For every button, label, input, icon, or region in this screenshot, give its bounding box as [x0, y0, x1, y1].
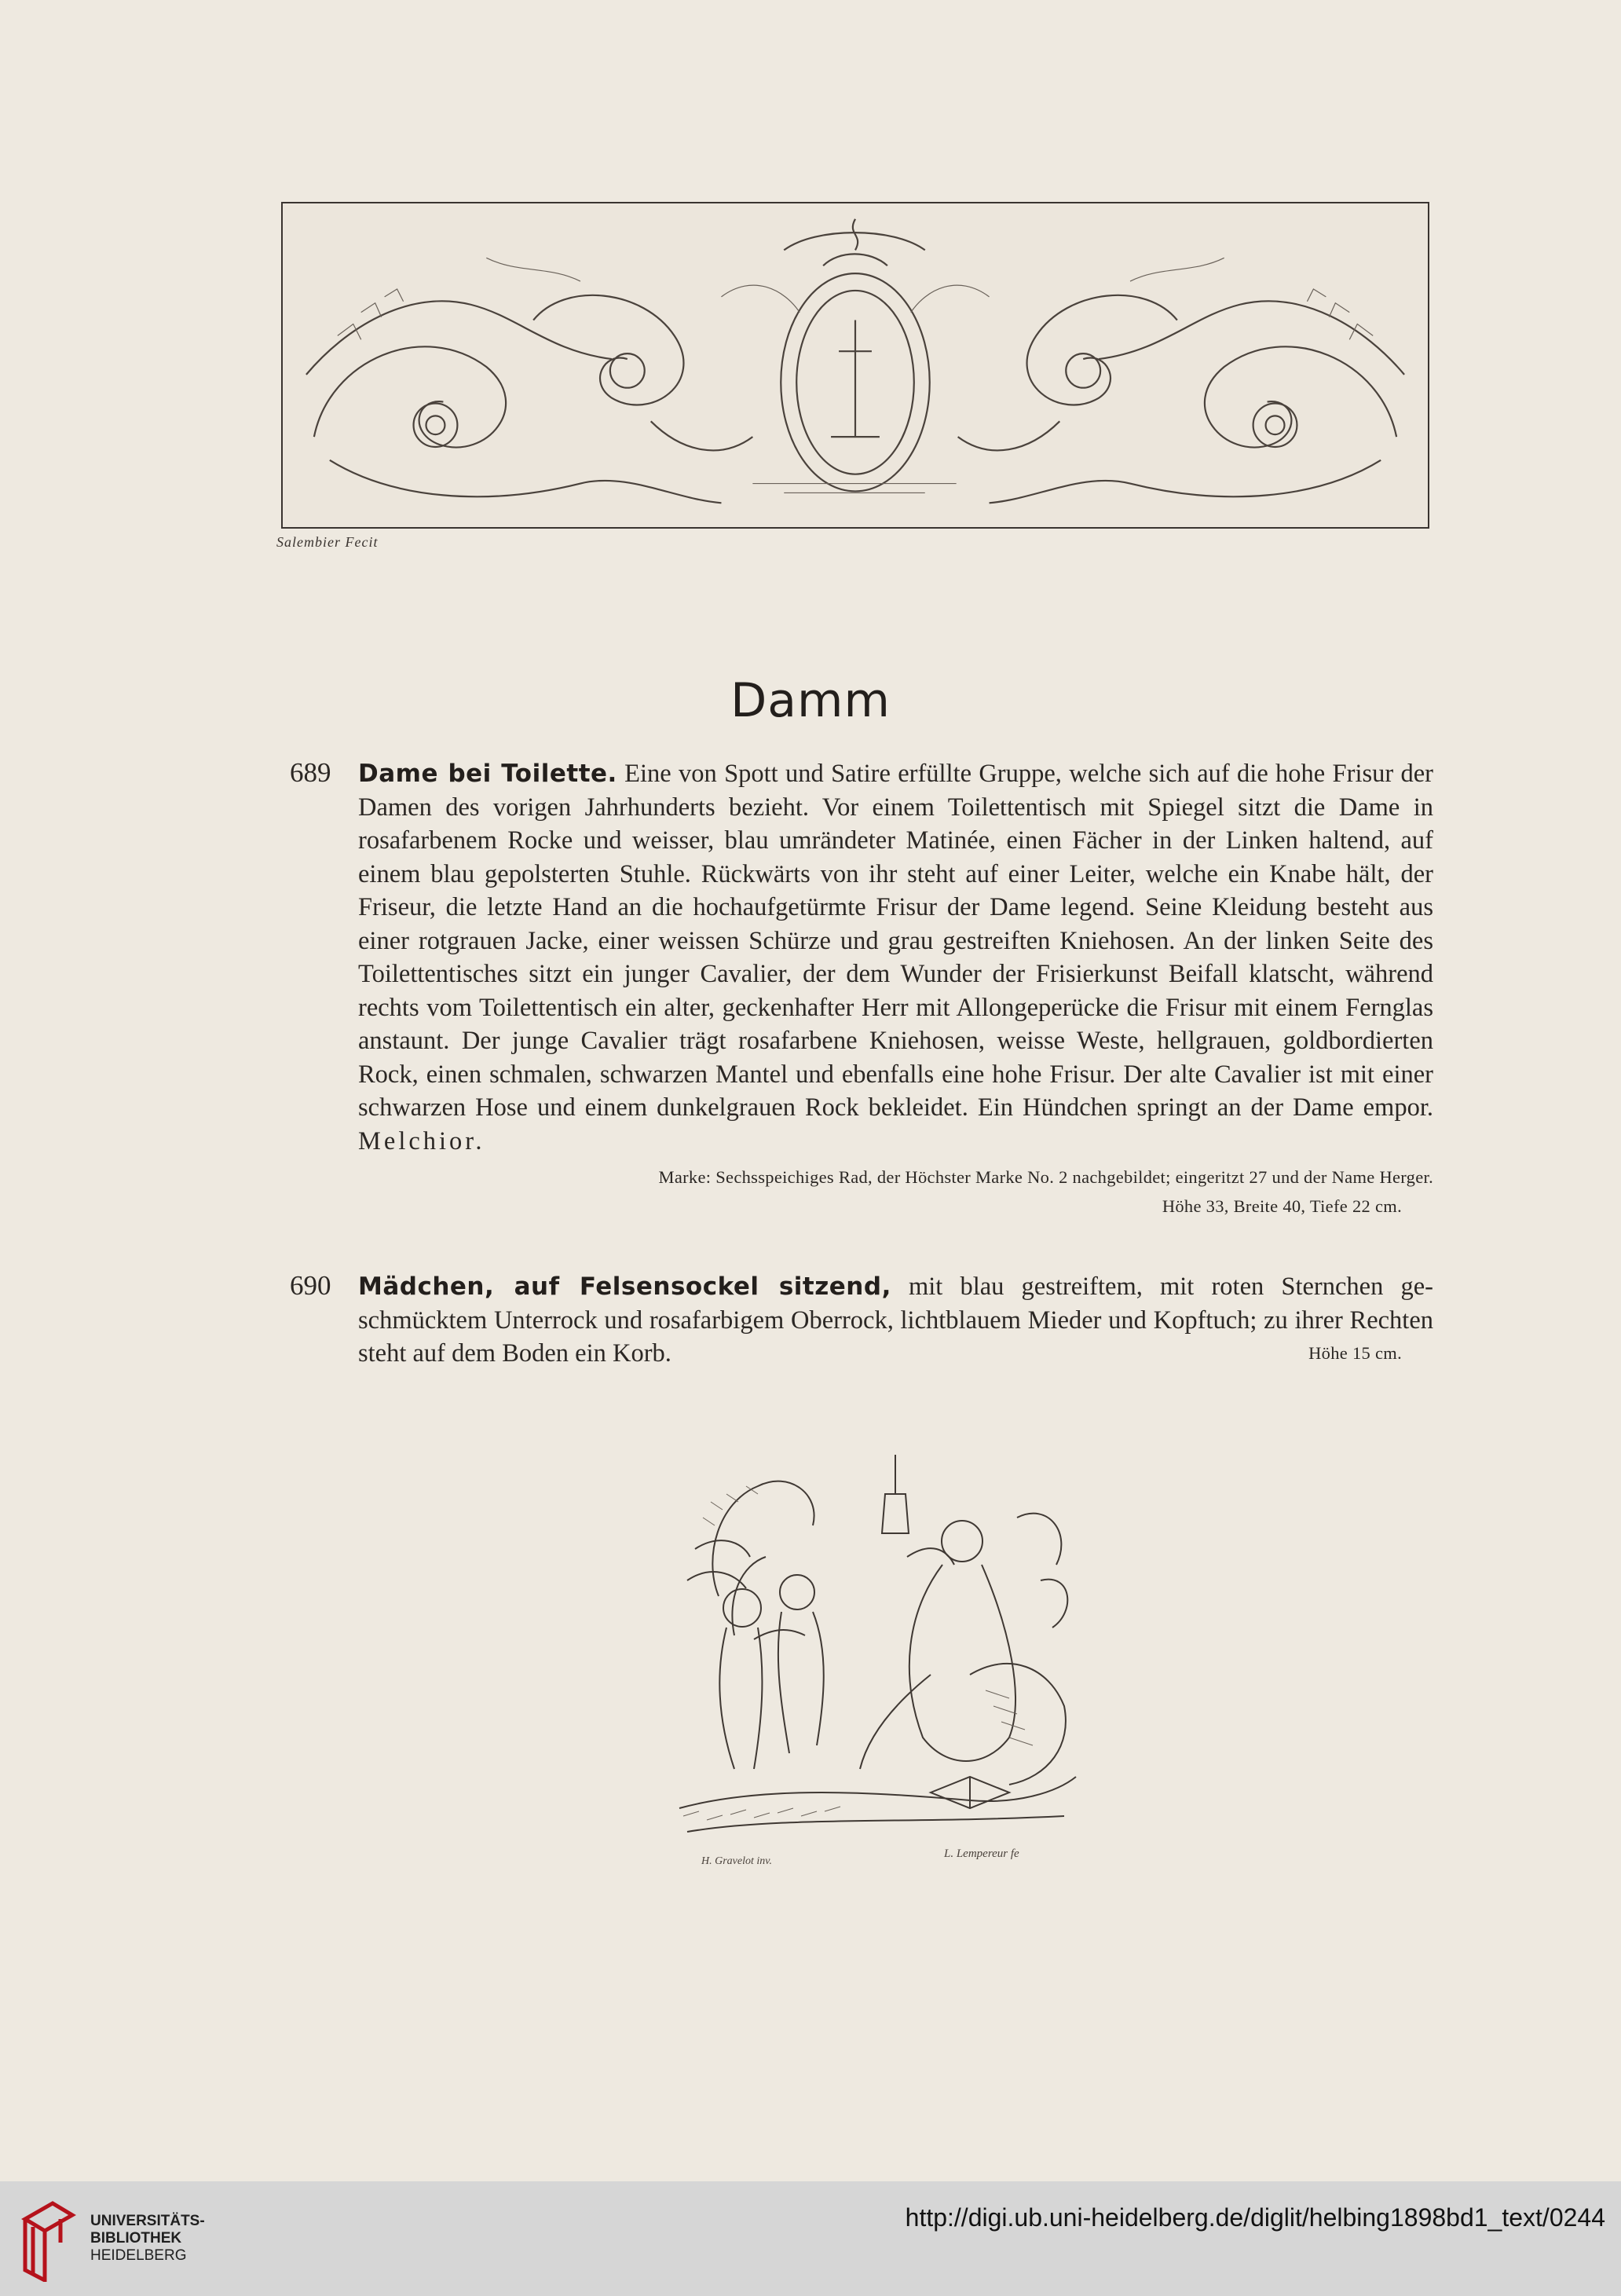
- entry-title: Dame bei Toilette.: [358, 760, 617, 788]
- vignette-artist-credit: Salembier Fecit: [276, 534, 379, 550]
- library-footer-bar: [0, 2181, 1621, 2296]
- library-name: [90, 2213, 205, 2265]
- engraving-designer-credit: H. Gravelot inv.: [701, 1855, 772, 1867]
- entry-text: Eine von Spott und Satire erfüllte Gruppe, welche sich auf die hohe Frisur der Damen des vorigen Jahrhunderts bezieht. Vor einem Toilettentisch mit Spiegel sitzt die Dame in rosafarbenem Rocke und weisser, blau umrändeter Matinée, einen Fächer in der Linken haltend, auf einem blau gepolsterten Stuhle. Rückwärts von ihr steht auf einer Leiter, welche ein Knabe hält, der Friseur, die letzte Hand an die hochaufgetürmte Frisur der Dame legend. Seine Kleidung besteht aus einer rotgrauen Jacke, einer weissen Schürze und grau gestreiften Kniehosen. An der linken Seite des Toilettentisches sitzt ein junger Cavalier, der dem Wunder der Frisierkunst Beifall klatscht, während rechts vom Toilettentisch ein alter, geckenhafter Herr mit Allongeperücke die Frisur mit einem Fernglas anstaunt. Der junge Cavalier trägt rosafarbene Kniehosen, weisse Weste, hellgrauen, goldbordierten Rock, einen schmalen, schwarzen Mantel und ebenfalls eine hohe Frisur. Der alte Cavalier ist mit einer schwarzen Hose und einem dunkelgrauen Rock bekleidet. Ein Hündchen springt an der Dame empor.: [358, 760, 1434, 1122]
- entry-maker-mark: Marke: Sechsspeichiges Rad, der Höchster Marke No. 2 nachgebildet; eingeritzt 27 und der Name Herger.: [658, 1167, 1433, 1187]
- entry-artist: Melchior.: [358, 1126, 485, 1155]
- digital-source-url-link[interactable]: http://digi.ub.uni-heidelberg.de/diglit/helbing1898bd1_text/0244: [905, 2203, 1605, 2232]
- entry-title: Mädchen, auf Felsensockel sitzend,: [358, 1273, 891, 1301]
- library-name-line: BIBLIOTHEK: [90, 2230, 182, 2247]
- library-name-line: UNIVERSITÄTS-: [90, 2213, 205, 2229]
- engraving-image: [671, 1439, 1080, 1863]
- entry-description: [358, 757, 1433, 1158]
- entry-number: 689: [290, 757, 331, 788]
- entry-dimensions: Höhe 33, Breite 40, Tiefe 22 cm.: [1162, 1196, 1402, 1216]
- engraving-engraver-credit: L. Lempereur fe: [944, 1847, 1019, 1860]
- entry-number: 690: [290, 1270, 331, 1301]
- ornament-scrollwork-image: [283, 203, 1428, 527]
- entry-description: [358, 1270, 1433, 1371]
- university-library-logo-icon: [17, 2195, 80, 2282]
- catalogue-entry: [290, 1270, 1433, 1371]
- library-name-line: HEIDELBERG: [90, 2247, 187, 2264]
- catalogue-entry: [290, 757, 1433, 1221]
- entry-text: mit blau gestreiftem, mit roten Sternchen geschmücktem Unterrock und rosafarbigem Oberrock, lichtblauem Mieder und Kopftuch; zu ihrer Rechten steht auf dem Boden ein Korb.: [358, 1273, 1433, 1368]
- putti-engraving-illustration: [671, 1439, 1080, 1863]
- section-title: Damm: [730, 673, 891, 728]
- entry-dimensions: Höhe 15 cm.: [1308, 1343, 1402, 1363]
- header-vignette-engraving: [281, 202, 1429, 529]
